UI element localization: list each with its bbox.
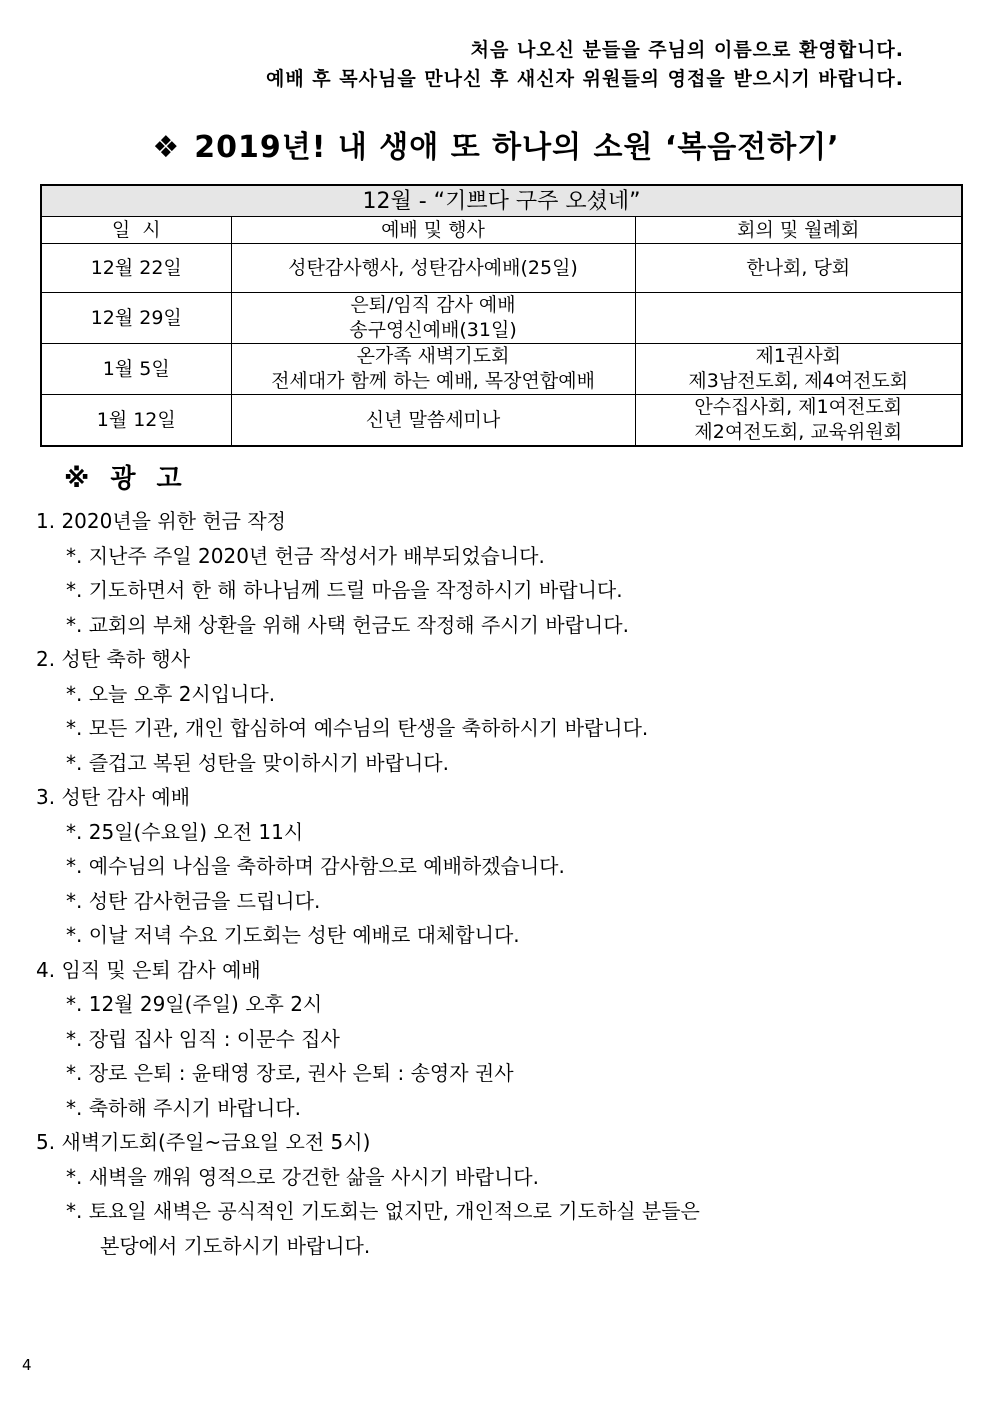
list-item — [36, 504, 700, 642]
row-date: 1월 12일 — [41, 395, 231, 447]
row-events — [231, 293, 635, 344]
list-item — [36, 1125, 700, 1263]
announcement-line: 본당에서 기도하시기 바랍니다. — [100, 1233, 371, 1258]
theme-text: 2019년! 내 생애 또 하나의 소원 ‘복음전하기’ — [194, 130, 840, 165]
event-line: 송구영신예배(31일) — [349, 319, 517, 341]
announcement-line: *. 이날 저녁 수요 기도회는 성탄 예배로 대체합니다. — [66, 923, 520, 947]
announcement-line: *. 12월 29일(주일) 오후 2시 — [66, 992, 323, 1016]
announcement-line: *. 장립 집사 임직 : 이문수 집사 — [66, 1026, 340, 1051]
announcement-line: *. 축하해 주시기 바랍니다. — [66, 1095, 301, 1120]
meeting-line: 제1권사회 — [755, 345, 841, 367]
list-item — [36, 642, 700, 780]
yearly-theme — [0, 122, 992, 166]
welcome-line-2: 예배 후 목사님을 만나신 후 새신자 위원들의 영접을 받으시기 바랍니다. — [265, 68, 904, 90]
row-date: 1월 5일 — [41, 344, 231, 395]
header-date: 일 시 — [41, 217, 231, 244]
announcement-title: 5. 새벽기도회(주일~금요일 오전 5시) — [36, 1130, 371, 1154]
row-meetings — [635, 293, 962, 344]
row-meetings — [635, 395, 962, 447]
header-events: 예배 및 행사 — [231, 217, 635, 244]
announcement-title: 4. 임직 및 은퇴 감사 예배 — [36, 957, 261, 982]
announcement-line: *. 기도하면서 한 해 하나님께 드릴 마음을 작정하시기 바랍니다. — [66, 578, 623, 602]
list-item — [36, 780, 700, 953]
row-date: 12월 29일 — [41, 293, 231, 344]
announcement-line: *. 예수님의 나심을 축하하며 감사함으로 예배하겠습니다. — [66, 854, 565, 878]
announcements-list — [36, 504, 700, 1263]
diamond-icon: ❖ — [152, 130, 181, 165]
event-line: 온가족 새벽기도회 — [356, 345, 510, 367]
row-events — [231, 395, 635, 447]
meeting-line: 안수집사회, 제1여전도회 — [694, 396, 903, 418]
announcement-title: 1. 2020년을 위한 헌금 작정 — [36, 509, 286, 533]
announcement-line: *. 성탄 감사헌금을 드립니다. — [66, 888, 321, 913]
schedule-table — [40, 184, 963, 447]
event-line: 전세대가 함께 하는 예배, 목장연합예배 — [271, 370, 595, 392]
row-date: 12월 22일 — [41, 244, 231, 293]
announcement-line: *. 토요일 새벽은 공식적인 기도회는 없지만, 개인적으로 기도하실 분들은 — [66, 1199, 700, 1223]
table-row — [41, 344, 962, 395]
list-item — [36, 953, 700, 1126]
row-events — [231, 344, 635, 395]
announcement-line: *. 교회의 부채 상환을 위해 사택 헌금도 작정해 주시기 바랍니다. — [66, 612, 629, 637]
meeting-line: 제3남전도회, 제4여전도회 — [688, 370, 909, 392]
announcement-line: *. 25일(수요일) 오전 11시 — [66, 819, 304, 844]
table-row — [41, 293, 962, 344]
event-line: 성탄감사행사, 성탄감사예배(25일) — [288, 256, 578, 279]
table-row — [41, 395, 962, 447]
table-row — [41, 244, 962, 293]
announcements-title: ※ 광 고 — [64, 464, 188, 494]
event-line: 신년 말씀세미나 — [365, 408, 501, 431]
announcement-line: *. 모든 기관, 개인 합심하여 예수님의 탄생을 축하하시기 바랍니다. — [66, 716, 649, 740]
row-meetings — [635, 244, 962, 293]
meeting-line: 제2여전도회, 교육위원회 — [694, 421, 903, 443]
header-meetings: 회의 및 월례회 — [635, 217, 962, 244]
announcement-line: *. 오늘 오후 2시입니다. — [66, 681, 276, 706]
event-line: 은퇴/임직 감사 예배 — [350, 294, 516, 316]
row-meetings — [635, 344, 962, 395]
announcement-title: 3. 성탄 감사 예배 — [36, 785, 191, 809]
schedule-caption: 12월 - “기쁘다 구주 오셨네” — [41, 185, 962, 217]
announcement-title: 2. 성탄 축하 행사 — [36, 647, 191, 671]
meeting-line: 한나회, 당회 — [746, 256, 851, 279]
announcement-line: *. 장로 은퇴 : 윤태영 장로, 권사 은퇴 : 송영자 권사 — [66, 1061, 514, 1085]
announcement-line: *. 지난주 주일 2020년 헌금 작성서가 배부되었습니다. — [66, 543, 545, 568]
welcome-message — [266, 36, 904, 94]
welcome-line-1: 처음 나오신 분들을 주님의 이름으로 환영합니다. — [470, 39, 904, 61]
page-number: 4 — [22, 1356, 32, 1374]
row-events — [231, 244, 635, 293]
announcement-line: *. 즐겁고 복된 성탄을 맞이하시기 바랍니다. — [66, 750, 449, 775]
announcement-line: *. 새벽을 깨워 영적으로 강건한 삶을 사시기 바랍니다. — [66, 1164, 539, 1189]
